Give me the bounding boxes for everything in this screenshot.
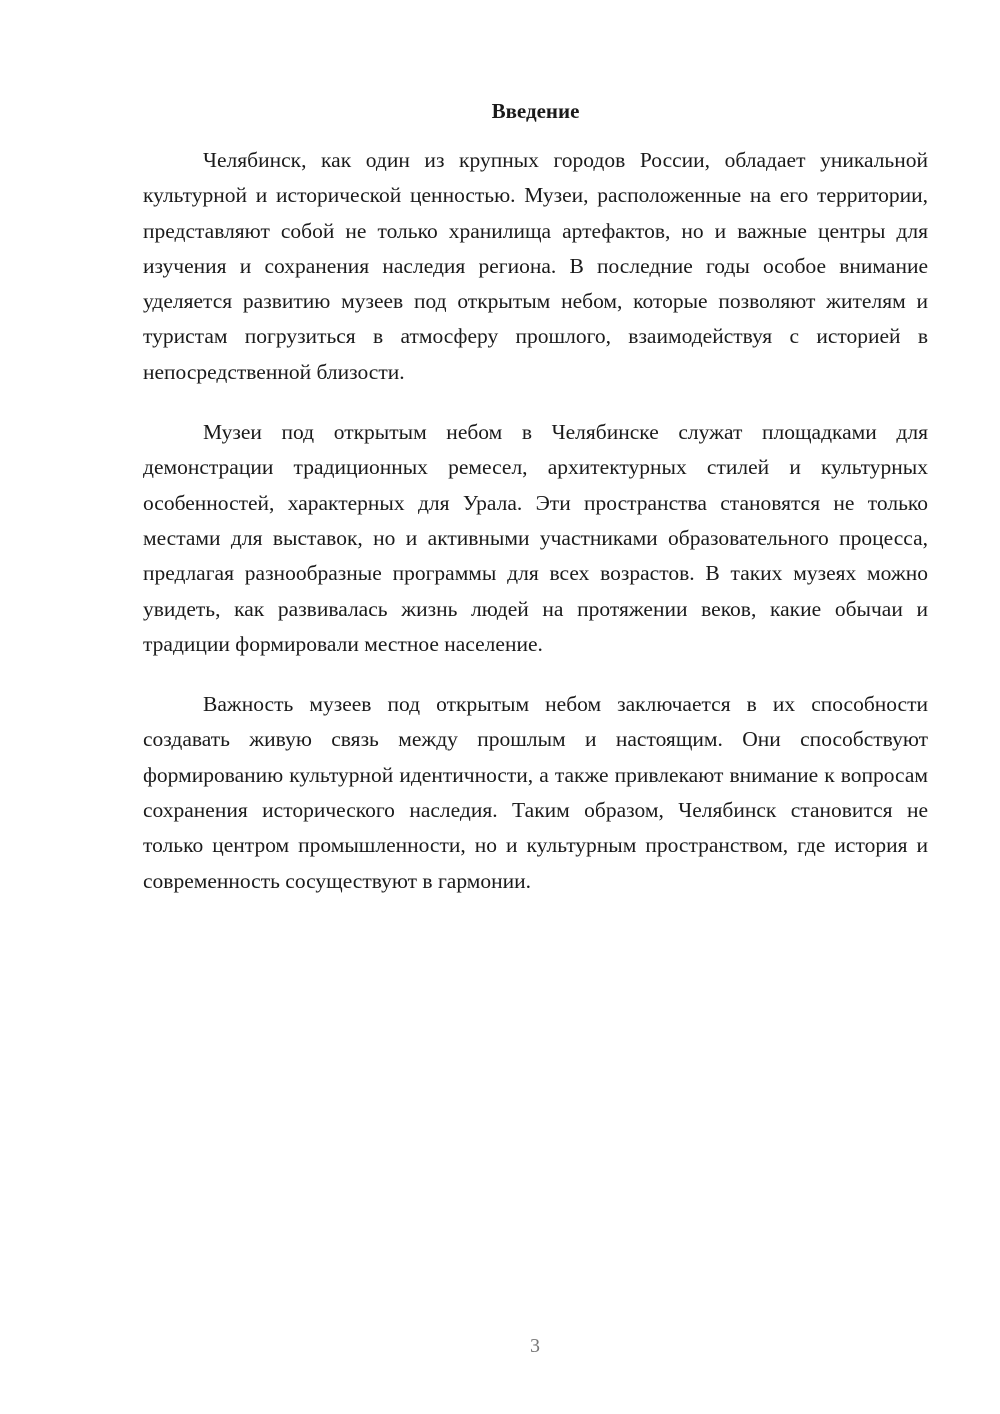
paragraph-2: Музеи под открытым небом в Челябинске служат площадками для демонстрации традиционных ремесел, архитектурных стилей и культурных особенностей, характерных для Урала. Эти пространства становятся не только местами для выставок, но и активными участниками образовательного процесса, предлагая разнообразные программы для всех возрастов. В таких музеях можно увидеть, как развивалась жизнь людей на протяжении веков, какие обычаи и традиции формировали местное население. <box>143 420 928 656</box>
page-number: 3 <box>530 1335 540 1357</box>
page-title: Введение <box>491 99 580 123</box>
paragraph-1: Челябинск, как один из крупных городов России, обладает уникальной культурной и исторической ценностью. Музеи, расположенные на его территории, представляют собой не только хранилища артефактов, но и важные центры для изучения и сохранения наследия региона. В последние годы особое внимание уделяется развитию музеев под открытым небом, которые позволяют жителям и туристам погрузиться в атмосферу прошлого, взаимодействуя с историей в непосредственной близости. <box>143 148 928 384</box>
paragraph-3: Важность музеев под открытым небом заключается в их способности создавать живую связь между прошлым и настоящим. Они способствуют формированию культурной идентичности, а также привлекают внимание к вопросам сохранения исторического наследия. Таким образом, Челябинск становится не только центром промышленности, но и культурным пространством, где история и современность сосуществуют в гармонии. <box>143 692 928 893</box>
body-text <box>143 143 928 924</box>
